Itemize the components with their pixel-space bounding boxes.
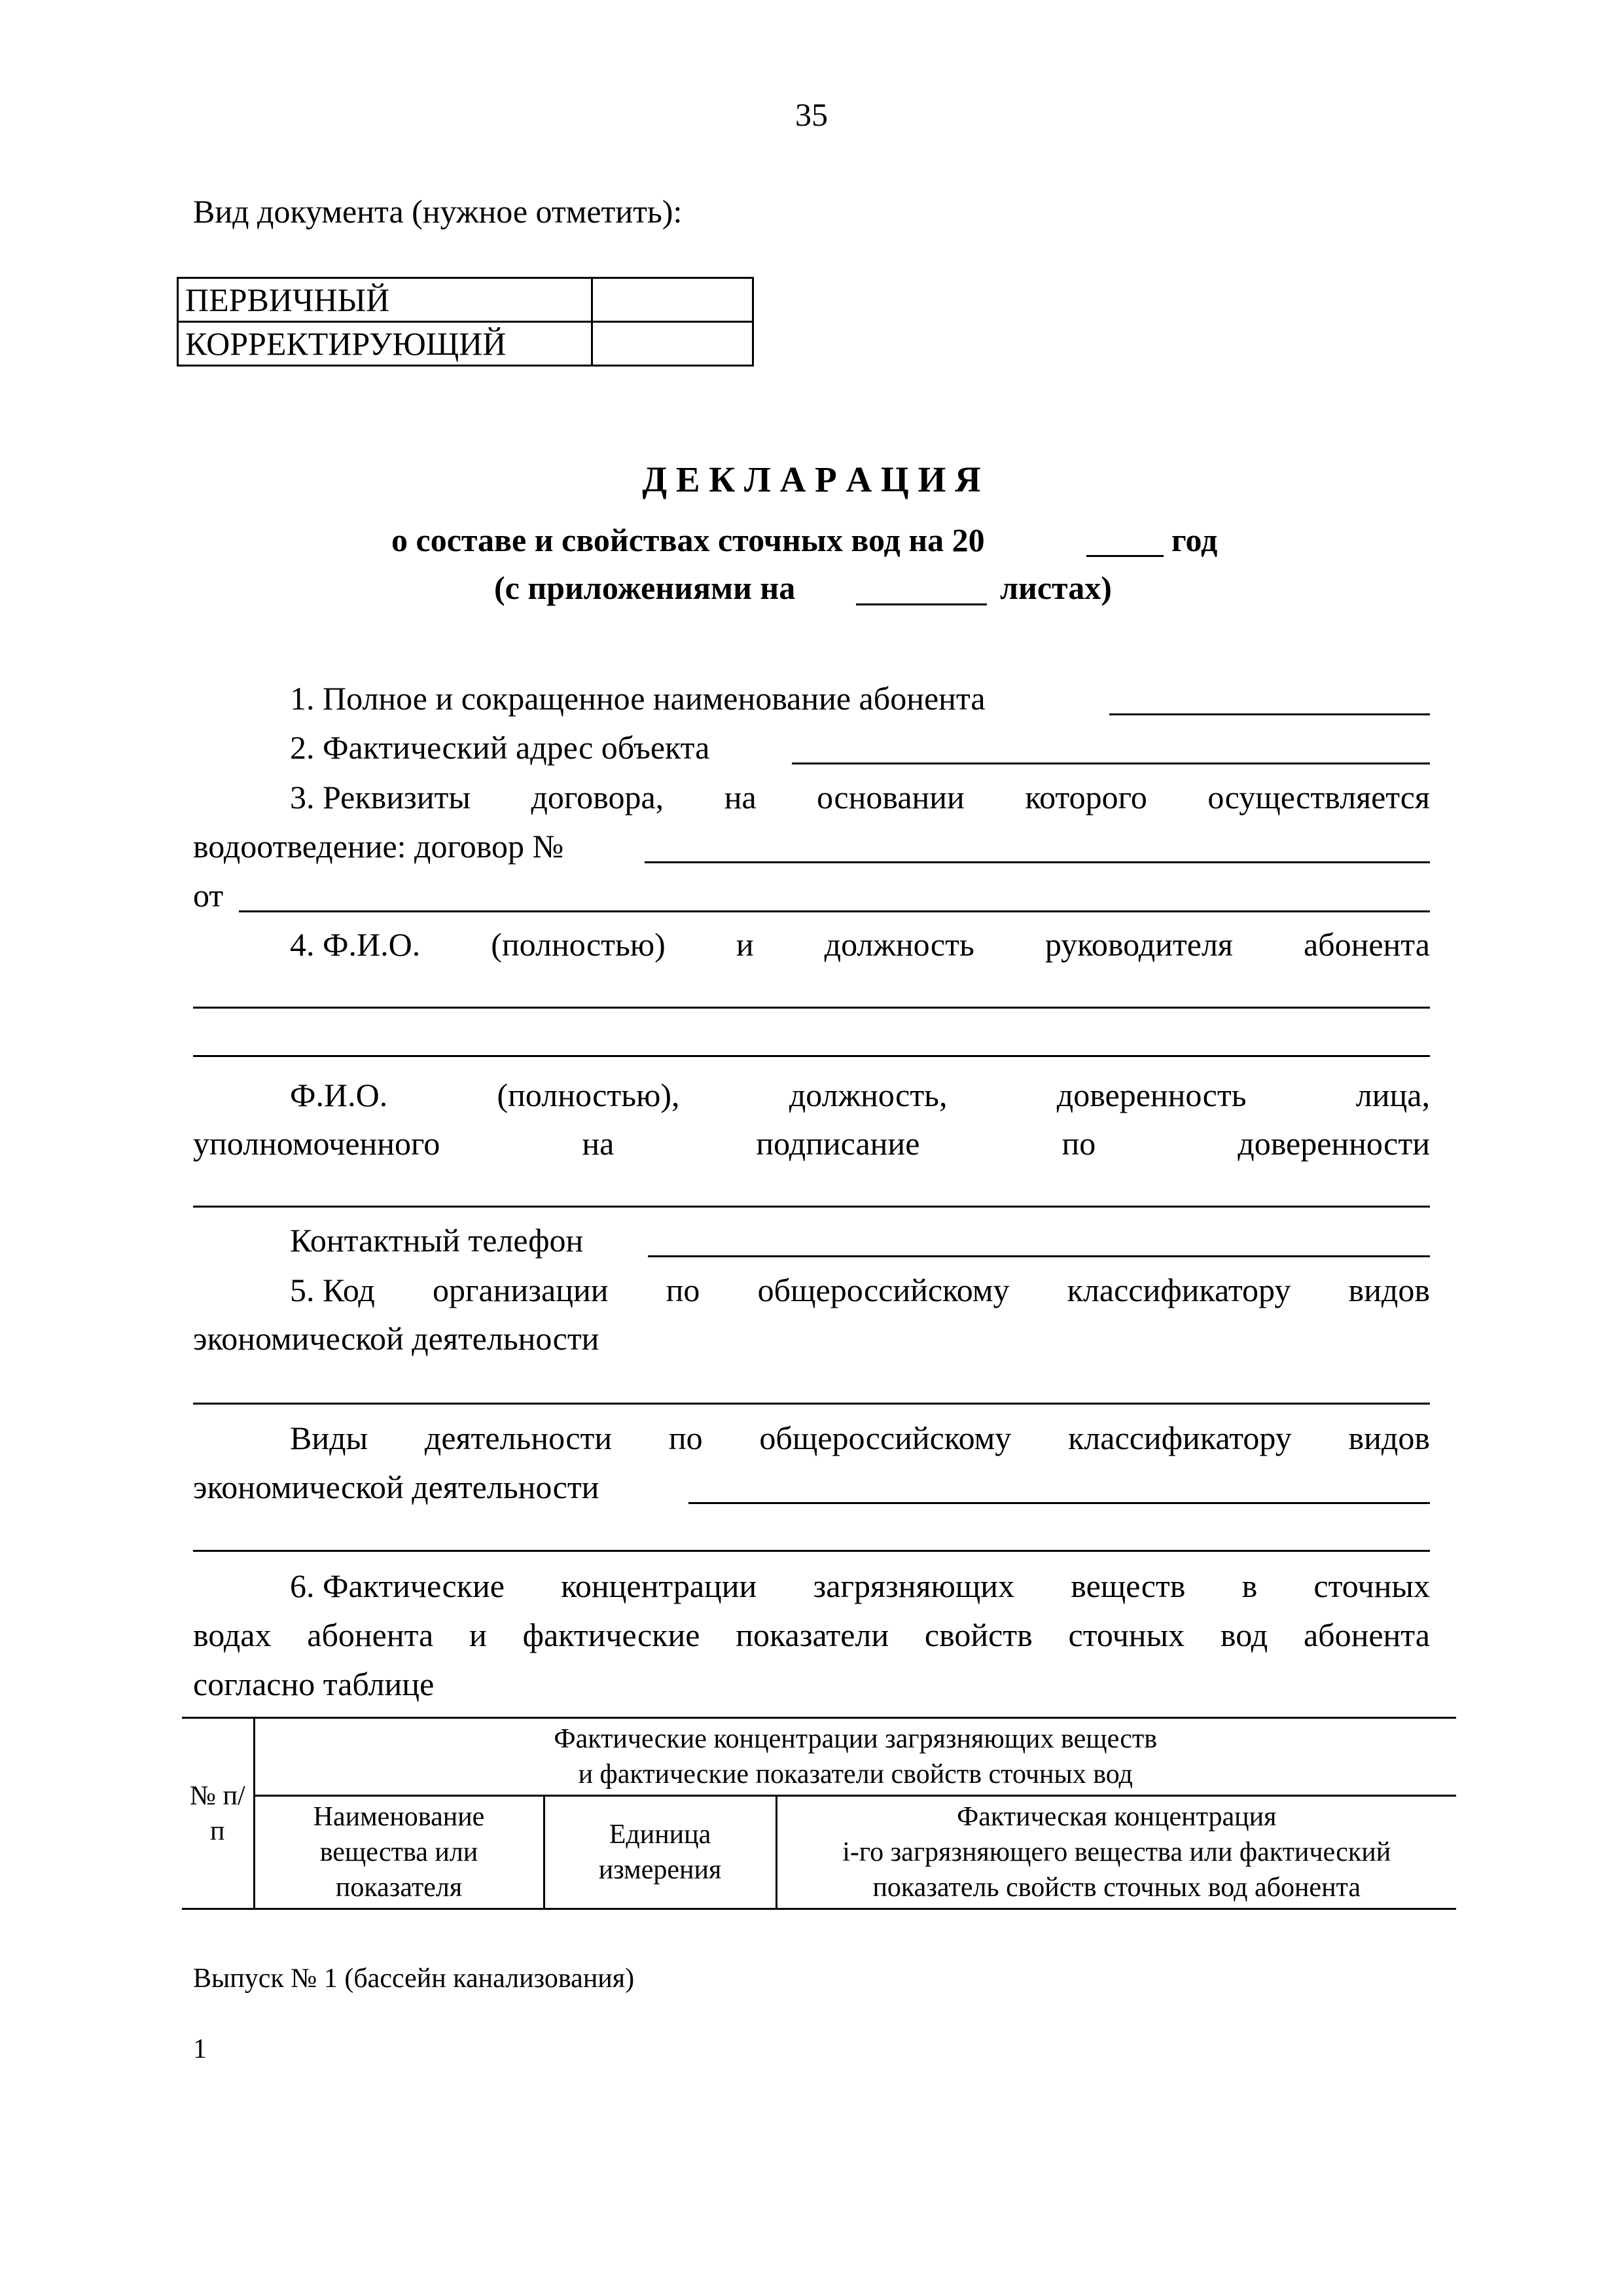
field-3-from-label: от [193, 877, 224, 914]
field-3-word: на [724, 779, 757, 816]
group-header [254, 1718, 1456, 1796]
col-conc-line-2: i-го загрязняющего вещества или фактический [842, 1837, 1391, 1867]
authorized-word: (полностью), [497, 1077, 680, 1113]
kinds-word: по [668, 1420, 703, 1456]
field-5-word: видов [1348, 1272, 1430, 1308]
field-3-word: 3. Реквизиты [290, 779, 471, 816]
field-6-line-2 [193, 1619, 1430, 1651]
group-header-line-2: и фактические показатели свойств сточных вод [578, 1759, 1133, 1789]
manager-blank-2[interactable] [193, 1055, 1430, 1057]
table-header-row-2 [182, 1796, 1456, 1909]
field-3-contract-label: водоотведение: договор № [193, 828, 564, 865]
field-5-word: организации [433, 1272, 609, 1308]
title-line2-a: (с приложениями на [494, 569, 796, 606]
field-1-blank[interactable] [1109, 713, 1430, 715]
field-4-word: должность [824, 926, 974, 963]
field-3-word: основании [817, 779, 965, 816]
year-blank[interactable] [1086, 555, 1164, 557]
col-conc-header [776, 1796, 1456, 1909]
doc-type-row-primary [178, 278, 753, 322]
field-4-word: абонента [1303, 926, 1430, 963]
authorized-line-1 [290, 1079, 1430, 1111]
doc-type-table [177, 277, 754, 367]
col-number-header: № п/п [182, 1718, 254, 1909]
title-line1-b: год [1171, 522, 1218, 558]
kinds-word: видов [1348, 1420, 1430, 1456]
field-5-word: классификатору [1067, 1272, 1291, 1308]
field-4-word: 4. Ф.И.О. [290, 926, 421, 963]
phone-blank[interactable] [648, 1255, 1430, 1257]
field-6-line-1 [290, 1570, 1430, 1602]
field-5-word: 5. Код [290, 1272, 375, 1308]
authorized-blank[interactable] [193, 1206, 1430, 1208]
authorized-word: лица, [1355, 1077, 1430, 1113]
field-3-line [290, 781, 1430, 814]
field-6-word: веществ [1071, 1568, 1186, 1604]
authorized-word: подписание [756, 1125, 920, 1162]
field-6-word: вод [1220, 1617, 1268, 1653]
kinds-cont: экономической деятельности [193, 1469, 599, 1505]
field-5-word: по [666, 1272, 700, 1308]
field-4-word: (полностью) [491, 926, 666, 963]
release-label: Выпуск № 1 (бассейн канализования) [193, 1964, 635, 1994]
kinds-word: классификатору [1068, 1420, 1292, 1456]
row-number-1: 1 [193, 2034, 207, 2064]
concentrations-table [182, 1717, 1456, 1910]
col-name-header: Наименование вещества или показателя [254, 1796, 544, 1909]
contract-number-blank[interactable] [645, 861, 1430, 863]
okved-code-blank[interactable] [193, 1403, 1430, 1405]
col-conc-line-1: Фактическая концентрация [957, 1802, 1277, 1832]
kinds-word: деятельности [424, 1420, 613, 1456]
field-2-blank[interactable] [792, 762, 1430, 764]
field-6-word: сточных [1068, 1617, 1185, 1653]
field-3-word: договора, [531, 779, 664, 816]
authorized-word: по [1061, 1125, 1096, 1162]
field-4-word: руководителя [1044, 926, 1233, 963]
field-2-label: 2. Фактический адрес объекта [290, 729, 710, 766]
doc-type-heading: Вид документа (нужное отметить): [193, 193, 683, 230]
kinds-line [290, 1422, 1430, 1454]
doc-type-checkbox-primary[interactable] [592, 278, 753, 322]
authorized-word: доверенности [1238, 1125, 1430, 1162]
field-6-word: свойств [924, 1617, 1033, 1653]
field-6-word: фактические [522, 1617, 700, 1653]
field-4-line [290, 928, 1430, 961]
doc-type-row-corrective [178, 322, 753, 366]
manager-blank-1[interactable] [193, 1007, 1430, 1009]
field-3-word: осуществляется [1207, 779, 1430, 816]
doc-type-label-corrective: КОРРЕКТИРУЮЩИЙ [178, 322, 592, 366]
title-line2-b: листах) [1000, 569, 1112, 606]
doc-type-checkbox-corrective[interactable] [592, 322, 753, 366]
group-header-line-1: Фактические концентрации загрязняющих веществ [554, 1724, 1158, 1754]
kinds-word: общероссийскому [759, 1420, 1012, 1456]
authorized-word: должность, [789, 1077, 948, 1113]
field-3-word: которого [1025, 779, 1147, 816]
doc-type-label-primary: ПЕРВИЧНЫЙ [178, 278, 592, 322]
field-1-label: 1. Полное и сокращенное наименование абонента [290, 680, 986, 717]
field-6-word: концентрации [561, 1568, 757, 1604]
field-4-word: и [736, 926, 754, 963]
field-6-word: загрязняющих [813, 1568, 1015, 1604]
authorized-line-2 [193, 1127, 1430, 1160]
field-6-word: водах [193, 1617, 272, 1653]
field-5-word: общероссийскому [757, 1272, 1010, 1308]
authorized-word: доверенность [1056, 1077, 1247, 1113]
field-5-line [290, 1274, 1430, 1306]
field-6-word: сточных [1313, 1568, 1430, 1604]
field-5-cont: экономической деятельности [193, 1320, 599, 1357]
phone-label: Контактный телефон [290, 1222, 584, 1259]
kinds-blank-1[interactable] [688, 1502, 1430, 1504]
kinds-blank-2[interactable] [193, 1550, 1430, 1552]
contract-date-blank[interactable] [239, 910, 1430, 912]
field-6-word: абонента [307, 1617, 434, 1653]
title-line1-a: о составе и свойствах сточных вод на 20 [391, 522, 985, 558]
field-6-word: и [469, 1617, 487, 1653]
page-number: 35 [795, 96, 828, 133]
field-6-cont: согласно таблице [193, 1666, 435, 1702]
authorized-word: уполномоченного [193, 1125, 440, 1162]
table-header-row-1 [182, 1718, 1456, 1796]
col-unit-header: Единица измерения [544, 1796, 776, 1909]
kinds-word: Виды [290, 1420, 368, 1456]
field-6-word: абонента [1303, 1617, 1430, 1653]
declaration-title: Д Е К Л А Р А Ц И Я [642, 459, 981, 499]
authorized-word: Ф.И.О. [290, 1077, 388, 1113]
authorized-word: на [582, 1125, 615, 1162]
field-6-word: 6. Фактические [290, 1568, 505, 1604]
field-6-word: в [1241, 1568, 1258, 1604]
sheets-blank[interactable] [856, 603, 987, 605]
col-conc-line-3: показатель свойств сточных вод абонента [872, 1873, 1361, 1903]
field-6-word: показатели [736, 1617, 889, 1653]
